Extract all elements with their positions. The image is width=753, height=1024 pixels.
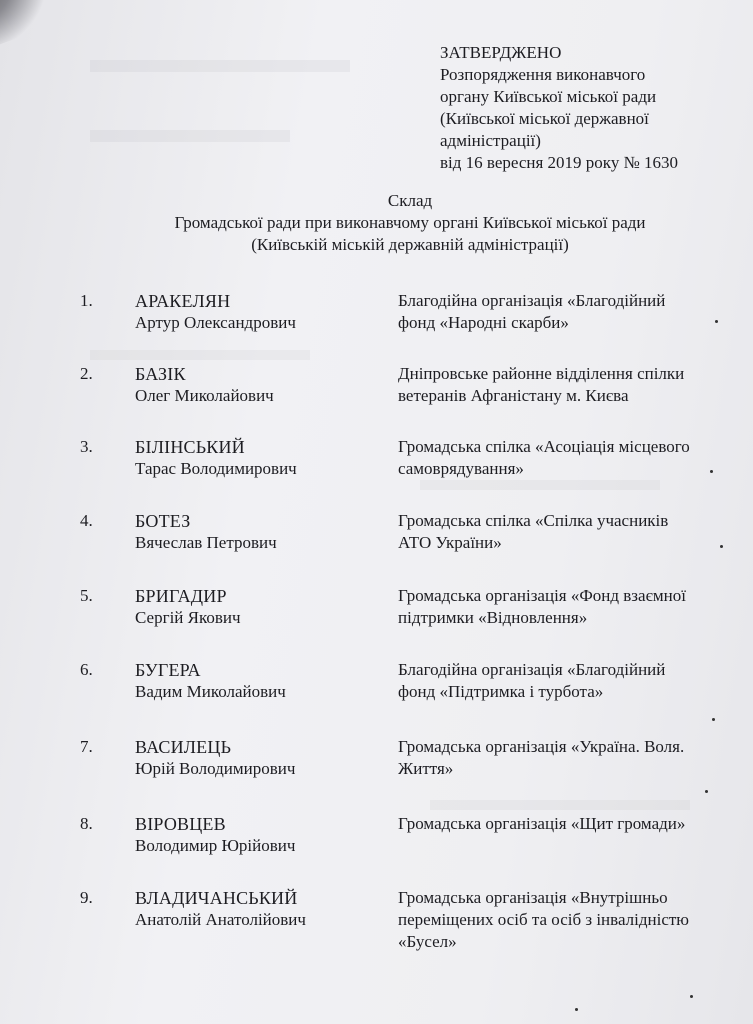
org-line-2: підтримки «Відновлення» [398, 608, 588, 627]
member-given-names: Артур Олександрович [135, 313, 296, 332]
member-organization [398, 736, 738, 780]
org-line-2: переміщених осіб та осіб з інвалідністю [398, 910, 690, 929]
toner-speck [705, 790, 708, 793]
member-number: 9. [80, 888, 93, 907]
org-line-1: Громадська спілка «Асоціація місцевого [398, 437, 690, 456]
org-line-2: АТО України» [398, 533, 502, 552]
member-given-names: Олег Миколайович [135, 386, 274, 405]
org-line-2: ветеранів Афганістану м. Києва [398, 386, 629, 405]
member-surname: БУГЕРА [135, 660, 201, 680]
member-number: 4. [80, 511, 93, 530]
member-surname: ВЛАДИЧАНСЬКИЙ [135, 888, 298, 908]
toner-speck [690, 995, 693, 998]
org-line-1: Громадська спілка «Спілка учасників [398, 511, 669, 530]
member-name [135, 363, 375, 407]
member-given-names: Володимир Юрійович [135, 836, 296, 855]
member-name [135, 436, 375, 480]
member-number: 6. [80, 660, 93, 679]
member-surname: БРИГАДИР [135, 586, 227, 606]
member-organization [398, 887, 738, 953]
org-line-1: Громадська організація «Внутрішньо [398, 888, 668, 907]
member-given-names: Юрій Володимирович [135, 759, 296, 778]
member-organization [398, 659, 738, 703]
org-line-2: фонд «Підтримка і турбота» [398, 682, 604, 701]
member-name [135, 736, 375, 780]
org-line-1: Благодійна організація «Благодійний [398, 660, 666, 679]
member-surname: БАЗІК [135, 364, 186, 384]
member-organization [398, 813, 738, 835]
member-name [135, 659, 375, 703]
member-organization [398, 585, 738, 629]
approval-line-3: (Київської міської державної [440, 109, 649, 128]
title-line-1: Склад [387, 191, 433, 210]
org-line-2: фонд «Народні скарби» [398, 313, 569, 332]
member-number: 3. [80, 437, 93, 456]
member-organization [398, 363, 738, 407]
approval-stamp: ЗАТВЕРДЖЕНО [440, 43, 562, 62]
toner-speck [712, 718, 715, 721]
toner-speck [720, 545, 723, 548]
member-surname: ВАСИЛЕЦЬ [135, 737, 232, 757]
member-given-names: Анатолій Анатолійович [135, 910, 306, 929]
title-line-2: Громадської ради при виконавчому органі Київської міської ради [174, 213, 646, 232]
org-line-1: Громадська організація «Фонд взаємної [398, 586, 686, 605]
member-name [135, 510, 375, 554]
org-line-1: Дніпровське районне відділення спілки [398, 364, 685, 383]
member-given-names: Сергій Якович [135, 608, 241, 627]
toner-speck [715, 320, 718, 323]
approval-line-2: органу Київської міської ради [440, 87, 657, 106]
member-name [135, 290, 375, 334]
member-organization [398, 510, 738, 554]
member-surname: БІЛІНСЬКИЙ [135, 437, 245, 457]
member-organization [398, 290, 738, 334]
document-title [130, 190, 690, 256]
approval-block [440, 42, 740, 174]
org-line-3: «Бусел» [398, 932, 457, 951]
member-number: 1. [80, 291, 93, 310]
title-line-3: (Київській міській державній адміністрації) [251, 235, 569, 254]
member-surname: АРАКЕЛЯН [135, 291, 231, 311]
page-corner-shadow [0, 0, 61, 53]
toner-speck [575, 1008, 578, 1011]
toner-speck [710, 470, 713, 473]
member-given-names: Вячеслав Петрович [135, 533, 277, 552]
approval-date: від 16 вересня 2019 року № 1630 [440, 153, 679, 172]
member-given-names: Вадим Миколайович [135, 682, 286, 701]
member-name [135, 887, 375, 931]
org-line-1: Благодійна організація «Благодійний [398, 291, 666, 310]
member-number: 8. [80, 814, 93, 833]
approval-line-4: адміністрації) [440, 131, 541, 150]
member-surname: ВІРОВЦЕВ [135, 814, 226, 834]
member-given-names: Тарас Володимирович [135, 459, 297, 478]
member-organization [398, 436, 738, 480]
org-line-2: самоврядування» [398, 459, 524, 478]
member-number: 2. [80, 364, 93, 383]
approval-line-1: Розпорядження виконавчого [440, 65, 646, 84]
member-number: 7. [80, 737, 93, 756]
member-number: 5. [80, 586, 93, 605]
member-name [135, 813, 375, 857]
org-line-1: Громадська організація «Щит громади» [398, 814, 686, 833]
member-surname: БОТЕЗ [135, 511, 191, 531]
org-line-1: Громадська організація «Україна. Воля. [398, 737, 685, 756]
org-line-2: Життя» [398, 759, 454, 778]
member-name [135, 585, 375, 629]
